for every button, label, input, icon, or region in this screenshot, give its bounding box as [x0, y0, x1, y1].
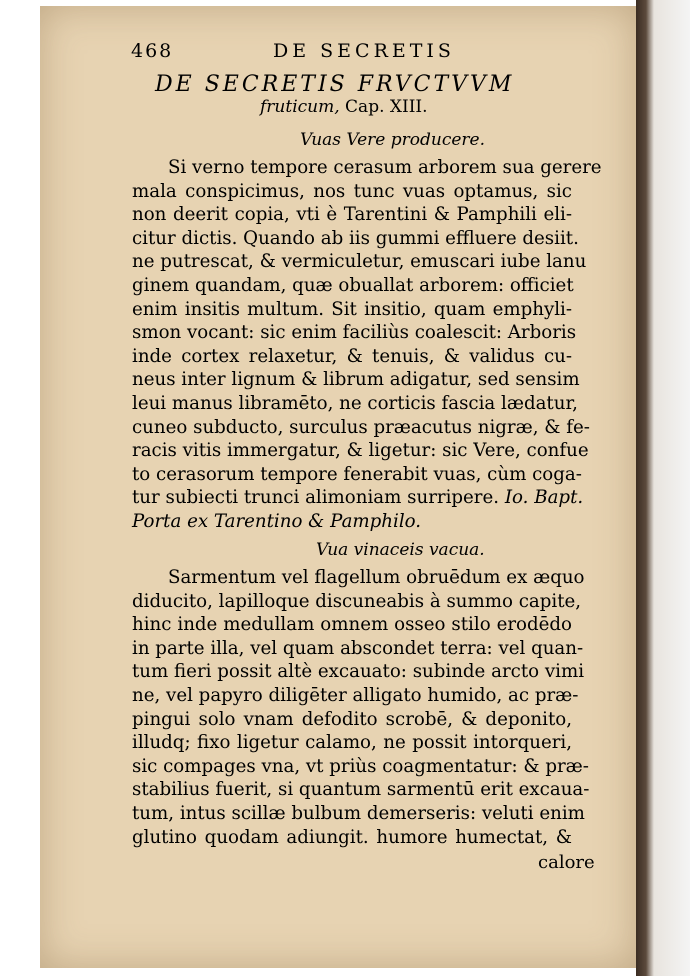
book-gutter: [636, 0, 690, 976]
text-line: stabilius fuerit, si quantum sarmentū erit excaua-: [132, 779, 590, 801]
text-line: inde cortex relaxetur, & tenuis, & validus cu-: [132, 345, 572, 367]
text-line: mala conspicimus, nos tunc vuas optamus, sic: [132, 180, 572, 202]
text-line: Si verno tempore cerasum arborem sua gerere: [168, 157, 602, 178]
chapter-subtitle-italic: fruticum,: [260, 97, 340, 117]
source-citation: Io. Bapt.: [504, 487, 584, 509]
text-line: ne putrescat, & vermiculetur, emuscari iube lanu: [132, 251, 587, 273]
text-line-with-source: [132, 486, 584, 510]
chapter-subtitle: [260, 97, 428, 117]
text-line: hinc inde medullam omnem osseo stilo erodēdo: [132, 614, 572, 636]
text-line: smon vocant: sic enim faciliùs coalescit: Arboris: [132, 322, 577, 344]
text-line: tum, intus scillæ bulbum demerseris: veluti enim: [132, 802, 585, 824]
text-line: diducito, lapilloque discuneabis à summo capite,: [132, 590, 582, 612]
text-line: ne, vel papyro diligēter alligato humido, ac præ-: [132, 684, 579, 706]
text-line: tur subiecti trunci alimoniam surripere.: [132, 487, 500, 509]
section-2-text: [132, 566, 590, 849]
text-line: illudq; fixo ligetur calamo, ne possit intorqueri,: [132, 732, 572, 754]
text-line: ginem quandam, quæ obuallat arborem: officiet: [132, 274, 574, 296]
text-line: non deerit copia, vti è Tarentini & Pamphili eli-: [132, 204, 572, 226]
section-1-text: [132, 156, 602, 534]
text-line: cuneo subducto, surculus præacutus nigræ, & fe-: [132, 416, 590, 438]
chapter-title: DE SECRETIS FRVCTVVM: [155, 72, 515, 97]
text-line: enim insitis multum. Sit insitio, quam emphyli-: [132, 298, 572, 320]
text-line: Sarmentum vel flagellum obruēdum ex æquo: [168, 567, 585, 588]
text-line: leui manus libramēto, ne corticis fascia lædatur,: [132, 392, 578, 414]
text-line: pingui solo vnam defodito scrobē, & deponito,: [132, 708, 572, 730]
catchword: calore: [538, 852, 595, 873]
running-title: DE SECRETIS: [273, 40, 455, 62]
section-heading-2: Vua vinaceis vacua.: [316, 540, 485, 560]
text-line: to cerasorum tempore fenerabit vuas, cùm coga-: [132, 463, 582, 485]
text-line: racis vitis immergatur, & ligetur: sic Vere, confue: [132, 440, 589, 462]
page-number: 468: [131, 40, 174, 62]
chapter-number: Cap. XIII.: [345, 97, 428, 117]
section-heading-1: Vuas Vere producere.: [300, 130, 486, 150]
text-line: glutino quodam adiungit. humore humectat, &: [132, 826, 572, 848]
text-line: neus inter lignum & librum adigatur, sed sensim: [132, 369, 580, 391]
text-line: in parte illa, vel quam abscondet terra: vel quan-: [132, 637, 584, 659]
text-line: sic compages vna, vt priùs coagmentatur: & præ-: [132, 755, 589, 777]
source-citation-line: Porta ex Tarentino & Pamphilo.: [132, 510, 422, 532]
text-line: tum fieri possit altè excauato: subinde arcto vimi: [132, 661, 585, 683]
text-line: citur dictis. Quando ab iis gummi effluere desiit.: [132, 227, 579, 249]
